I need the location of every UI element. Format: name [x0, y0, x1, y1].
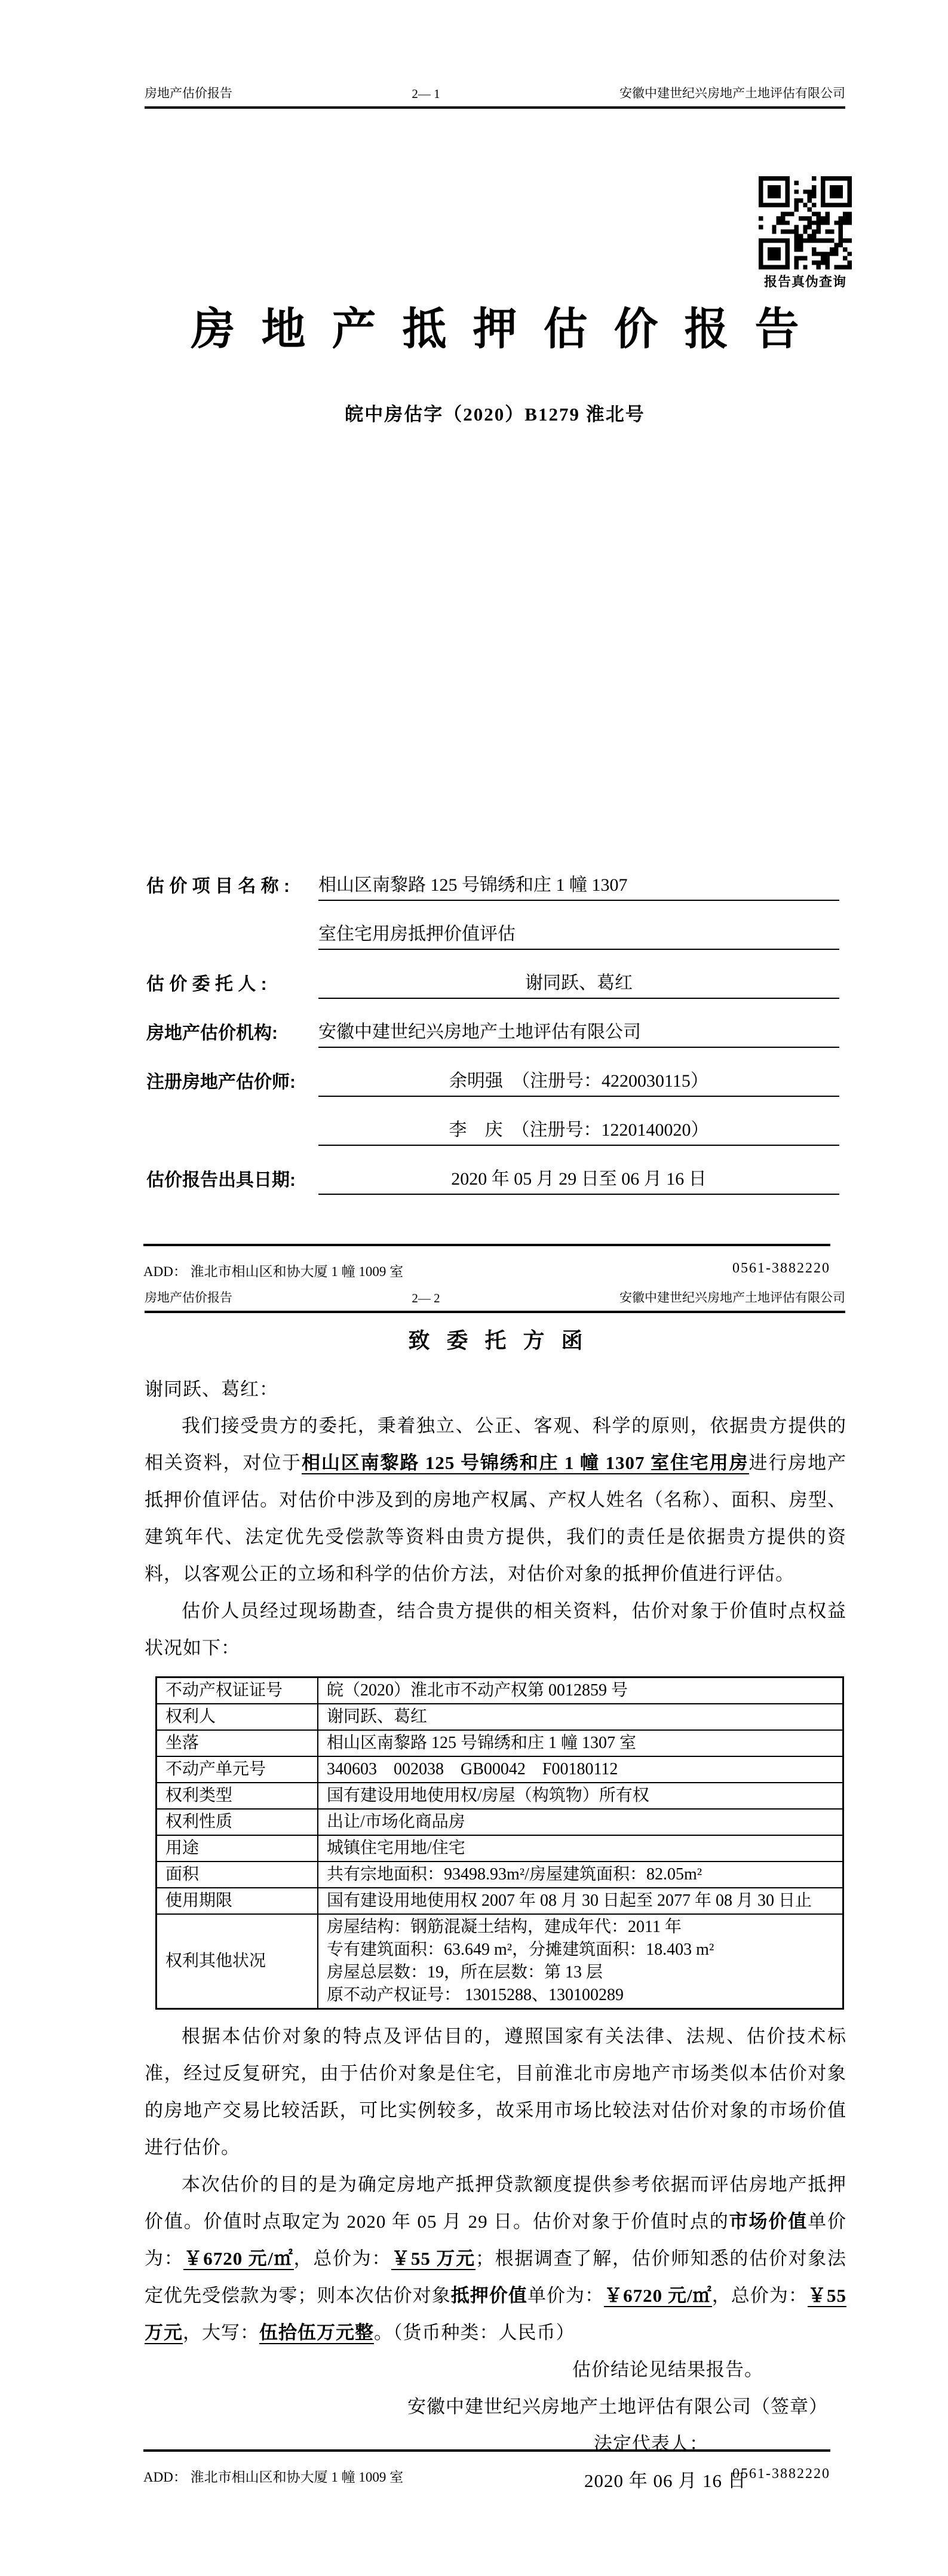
letter-title: 致委托方函	[408, 1329, 600, 1353]
appraisal-form	[146, 852, 839, 1195]
form-label: 房地产估价机构:	[146, 1023, 278, 1043]
table-row	[157, 1835, 843, 1862]
table-value-cell: 相山区南黎路 125 号锦绣和庄 1 幢 1307 室	[318, 1730, 843, 1756]
form-row	[146, 950, 839, 999]
paragraph-intro	[145, 1407, 846, 1593]
paragraph-purpose	[145, 2166, 846, 2351]
text-segment: ，总价为：	[711, 2285, 808, 2306]
text-segment: ，大写：	[183, 2322, 259, 2343]
qr-caption: 报告真伪查询	[763, 274, 846, 289]
signature-date: 2020 年 06 月 16 日	[584, 2470, 747, 2491]
table-value-line: 原不动产权证号： 13015288、130100289	[327, 1986, 624, 2004]
table-row	[157, 1809, 843, 1835]
form-label: 注册房地产估价师:	[146, 1072, 296, 1092]
header-company: 安徽中建世纪兴房地产土地评估有限公司	[619, 1290, 845, 1305]
form-value: 李 庆 （注册号：1220140020）	[318, 1115, 839, 1146]
text-segment: 本次估价的目的是为确定房地产抵押贷款额度提供参考依据而评估房地产抵押价值。价值时点取定为 2020 年 05 月 29 日。估价对象于价值时点的	[145, 2174, 846, 2232]
form-row	[146, 1048, 839, 1097]
salutation: 谢同跃、葛红：	[145, 1379, 278, 1400]
header-page-number: 2— 2	[412, 1291, 440, 1305]
highlighted-value: ￥6720 元/㎡	[604, 2285, 712, 2306]
footer-phone: 0561-3882220	[732, 2466, 830, 2482]
report-number: 皖中房估字（2020）B1279 淮北号	[345, 404, 645, 425]
page2-footer	[143, 2449, 830, 2486]
rights-table	[155, 1676, 844, 2010]
page1-header	[145, 84, 845, 109]
table-row	[157, 1888, 843, 1914]
table-value-line: 房屋总层数：19，所在层数：第 13 层	[327, 1963, 603, 1982]
table-label-cell: 面积	[157, 1862, 318, 1888]
table-row	[157, 1678, 843, 1704]
footer-phone: 0561-3882220	[732, 1261, 830, 1276]
qr-code	[759, 176, 852, 269]
form-label: 估 价 委 托 人 :	[146, 974, 267, 994]
table-label-cell: 坐落	[157, 1730, 318, 1756]
table-label-cell: 使用期限	[157, 1888, 318, 1914]
text-segment: 我们接受贵方的委托，秉着独立、公正、客观、科学的原则，依据贵方提供的相关资料，对位于	[145, 1415, 846, 1473]
highlighted-value: ￥55 万元	[145, 2285, 847, 2343]
table-row	[157, 1914, 843, 2009]
form-label: 估价报告出具日期:	[146, 1170, 296, 1190]
text-segment: ；根据调查了解，估价师知悉的估价对象法定优先受偿款为零；则本次估价对象	[145, 2248, 847, 2306]
legal-representative: 法定代表人：	[594, 2433, 708, 2454]
text-segment: 单价为：	[527, 2285, 605, 2306]
table-value-cell: 国有建设用地使用权 2007 年 08 月 30 日起至 2077 年 08 月 30 日止	[318, 1888, 843, 1914]
highlighted-value: 伍拾伍万元整	[259, 2322, 374, 2343]
page2-header	[145, 1288, 845, 1313]
header-page-number: 2— 1	[412, 87, 440, 101]
header-doc-type: 房地产估价报告	[145, 86, 232, 100]
highlighted-value: 抵押价值	[450, 2285, 527, 2306]
table-label-cell: 权利人	[157, 1704, 318, 1730]
text-segment: 单价为：	[145, 2211, 847, 2269]
highlighted-value: 相山区南黎路 125 号锦绣和庄 1 幢 1307 室住宅用房	[301, 1452, 749, 1473]
paragraph-method: 根据本估价对象的特点及评估目的，遵照国家有关法律、法规、估价技术标准，经过反复研究，由于估价对象是住宅，目前淮北市房地产市场类似本估价对象的房地产交易比较活跃，可比实例较多，故采用市场比较法对估价对象的市场价值进行估价。	[145, 2026, 846, 2158]
table-value-cell: 城镇住宅用地/住宅	[318, 1835, 843, 1862]
table-value-cell: 谢同跃、葛红	[318, 1704, 843, 1730]
form-label: 估 价 项 目 名 称 :	[146, 876, 290, 896]
company-signature: 安徽中建世纪兴房地产土地评估有限公司（签章）	[407, 2396, 828, 2417]
highlighted-value: 市场价值	[729, 2211, 808, 2232]
table-label-cell: 用途	[157, 1835, 318, 1862]
form-label	[146, 1142, 318, 1146]
form-value: 相山区南黎路 125 号锦绣和庄 1 幢 1307	[318, 870, 839, 901]
report-title: 房地产抵押估价报告	[191, 305, 826, 354]
header-doc-type: 房地产估价报告	[145, 1290, 232, 1305]
form-label	[146, 946, 318, 950]
form-row	[146, 999, 839, 1048]
form-value: 安徽中建世纪兴房地产土地评估有限公司	[318, 1017, 839, 1048]
form-value: 2020 年 05 月 29 日至 06 月 16 日	[318, 1164, 839, 1195]
qr-block	[757, 176, 853, 290]
table-label-cell: 不动产权证证号	[157, 1678, 318, 1704]
table-value-cell: 共有宗地面积：93498.93m²/房屋建筑面积：82.05m²	[318, 1862, 843, 1888]
table-value-line: 房屋结构：钢筋混凝土结构，建成年代：2011 年	[327, 1918, 682, 1936]
table-row	[157, 1783, 843, 1809]
table-row	[157, 1730, 843, 1756]
form-value: 谢同跃、葛红	[318, 968, 839, 999]
form-row	[146, 852, 839, 901]
header-company: 安徽中建世纪兴房地产土地评估有限公司	[619, 86, 845, 100]
text-segment: ，总价为：	[293, 2248, 392, 2269]
form-row	[146, 1097, 839, 1146]
table-value-cell: 皖（2020）淮北市不动产权第 0012859 号	[318, 1678, 843, 1704]
form-value: 余明强 （注册号：4220030115）	[318, 1066, 839, 1097]
table-value-line: 专有建筑面积：63.649 m²，分摊建筑面积：18.403 m²	[327, 1940, 714, 1959]
table-label-cell: 权利其他状况	[157, 1914, 318, 2009]
conclusion-note: 估价结论见结果报告。	[572, 2359, 763, 2380]
table-value-cell: 340603 002038 GB00042 F00180112	[318, 1756, 843, 1783]
form-value: 室住宅用房抵押价值评估	[318, 919, 839, 950]
table-label-cell: 权利性质	[157, 1809, 318, 1835]
footer-address: ADD： 淮北市相山区和协大厦 1 幢 1009 室	[143, 1264, 404, 1279]
table-value-cell: 出让/市场化商品房	[318, 1809, 843, 1835]
table-label-cell: 不动产单元号	[157, 1756, 318, 1783]
table-row	[157, 1756, 843, 1783]
form-row	[146, 1146, 839, 1195]
form-row	[146, 901, 839, 950]
table-value-cell	[318, 1914, 843, 2009]
page1-footer	[143, 1244, 830, 1280]
table-value-cell: 国有建设用地使用权/房屋（构筑物）所有权	[318, 1783, 843, 1809]
highlighted-value: ￥6720 元/㎡	[183, 2248, 294, 2269]
highlighted-value: ￥55 万元	[391, 2248, 475, 2269]
footer-address: ADD： 淮北市相山区和协大厦 1 幢 1009 室	[143, 2470, 404, 2485]
table-row	[157, 1704, 843, 1730]
letter-body	[145, 1325, 846, 2500]
table-label-cell: 权利类型	[157, 1783, 318, 1809]
text-segment: 进行房地产抵押价值评估。对估价中涉及到的房地产权属、产权人姓名（名称）、面积、房型、建筑年代、法定优先受偿款等资料由贵方提供，我们的责任是依据贵方提供的资料，以客观公正的立场和科学的估价方法，对估价对象的抵押价值进行评估。	[145, 1452, 847, 1584]
text-segment: 。（货币种类：人民币）	[374, 2322, 575, 2343]
table-row	[157, 1862, 843, 1888]
paragraph-survey: 估价人员经过现场勘查，结合贵方提供的相关资料，估价对象于价值时点权益状况如下：	[145, 1600, 846, 1658]
